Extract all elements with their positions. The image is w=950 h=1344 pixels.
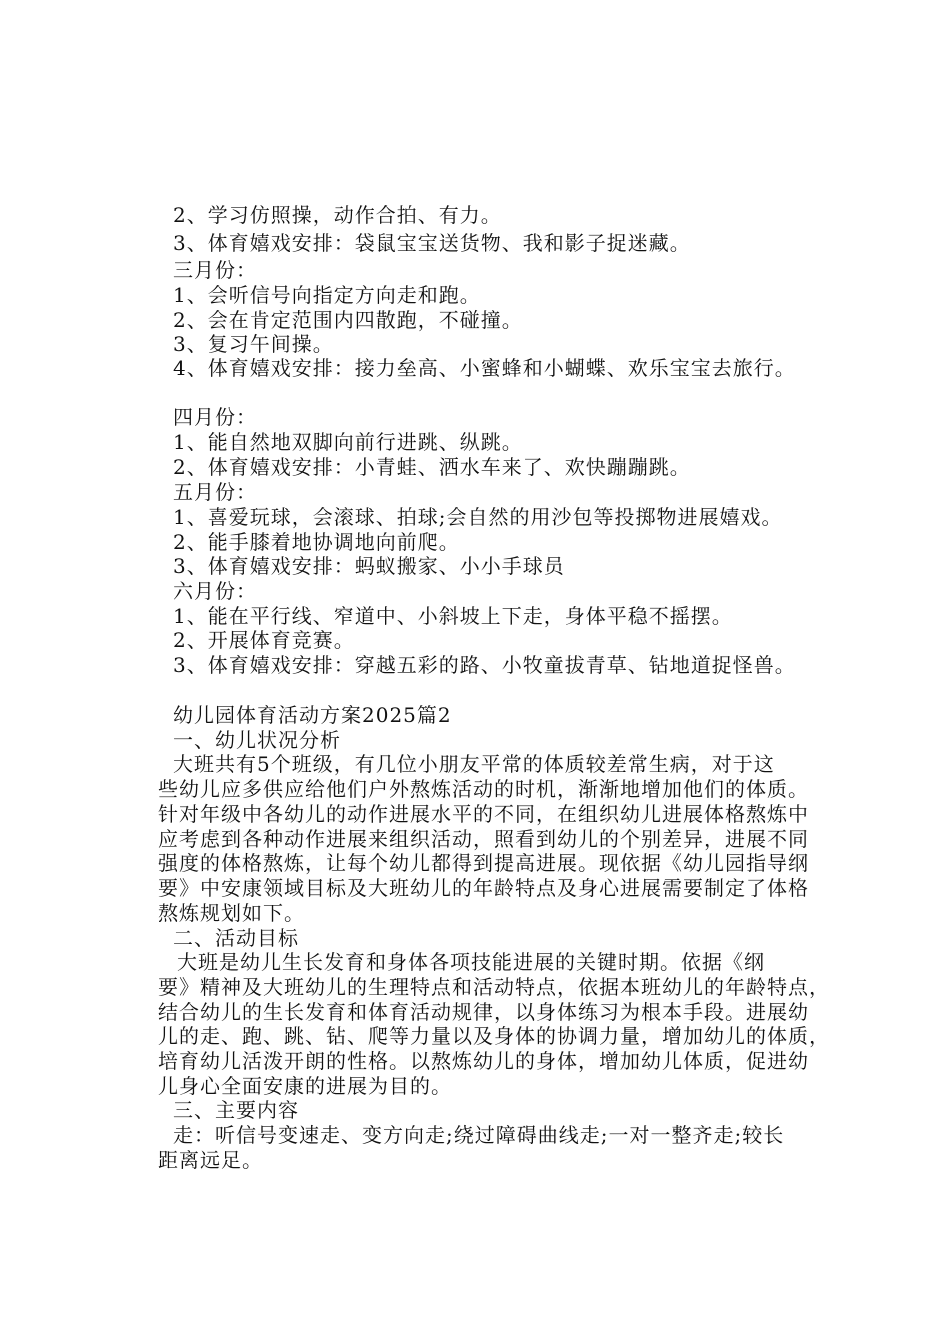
paragraph-line: 应考虑到各种动作进展来组织活动，照看到幼儿的个别差异，进展不同: [158, 827, 809, 851]
section-title: 幼儿园体育活动方案2025篇2: [173, 703, 452, 727]
subsection-heading: 一、幼儿状况分析: [173, 728, 341, 752]
list-item: 3、复习午间操。: [173, 332, 334, 356]
list-item: 2、体育嬉戏安排：小青蛙、洒水车来了、欢快蹦蹦跳。: [173, 455, 691, 479]
paragraph-line: 培育幼儿活泼开朗的性格。以熬炼幼儿的身体，增加幼儿体质，促进幼: [158, 1049, 809, 1073]
paragraph-line: 距离远足。: [158, 1148, 263, 1172]
subsection-heading: 三、主要内容: [173, 1098, 299, 1122]
paragraph-line: 儿身心全面安康的进展为目的。: [158, 1074, 452, 1098]
list-item: 2、能手膝着地协调地向前爬。: [173, 530, 460, 554]
list-item: 3、体育嬉戏安排：蚂蚁搬家、小小手球员: [173, 554, 565, 578]
paragraph-line: 熬炼规划如下。: [158, 901, 305, 925]
paragraph-line: 强度的体格熬炼，让每个幼儿都得到提高进展。现依据《幼儿园指导纲: [158, 851, 809, 875]
paragraph-line: 走：听信号变速走、变方向走;绕过障碍曲线走;一对一整齐走;较长: [173, 1123, 785, 1147]
month-heading-march: 三月份：: [173, 258, 257, 282]
list-item: 2、会在肯定范围内四散跑，不碰撞。: [173, 308, 523, 332]
list-item: 4、体育嬉戏安排：接力垒高、小蜜蜂和小蝴蝶、欢乐宝宝去旅行。: [173, 356, 796, 380]
list-item: 1、会听信号向指定方向走和跑。: [173, 283, 481, 307]
list-item: 2、开展体育竞赛。: [173, 628, 355, 652]
month-heading-april: 四月份：: [173, 405, 257, 429]
list-item: 3、体育嬉戏安排：穿越五彩的路、小牧童拔青草、钻地道捉怪兽。: [173, 653, 796, 677]
paragraph-line: 儿的走、跑、跳、钻、爬等力量以及身体的协调力量，增加幼儿的体质，: [158, 1024, 830, 1048]
list-item: 1、喜爱玩球，会滚球、拍球;会自然的用沙包等投掷物进展嬉戏。: [173, 505, 783, 529]
month-heading-may: 五月份：: [173, 480, 257, 504]
paragraph-line: 要》精神及大班幼儿的生理特点和活动特点，依据本班幼儿的年龄特点，: [158, 975, 830, 999]
list-item: 1、能自然地双脚向前行进跳、纵跳。: [173, 430, 523, 454]
paragraph-line: 些幼儿应多供应给他们户外熬炼活动的时机，渐渐地增加他们的体质。: [158, 777, 809, 801]
paragraph-line: 针对年级中各幼儿的动作进展水平的不同，在组织幼儿进展体格熬炼中: [158, 802, 809, 826]
list-item: 2、学习仿照操，动作合拍、有力。: [173, 203, 502, 227]
paragraph-line: 大班是幼儿生长发育和身体各项技能进展的关键时期。依据《纲: [177, 950, 765, 974]
month-heading-june: 六月份：: [173, 579, 257, 603]
list-item: 1、能在平行线、窄道中、小斜坡上下走，身体平稳不摇摆。: [173, 604, 733, 628]
list-item: 3、体育嬉戏安排：袋鼠宝宝送货物、我和影子捉迷藏。: [173, 231, 691, 255]
subsection-heading: 二、活动目标: [173, 926, 299, 950]
paragraph-line: 要》中安康领域目标及大班幼儿的年龄特点及身心进展需要制定了体格: [158, 876, 809, 900]
paragraph-line: 大班共有5个班级，有几位小朋友平常的体质较差常生病，对于这: [173, 752, 775, 776]
paragraph-line: 结合幼儿的生长发育和体育活动规律，以身体练习为根本手段。进展幼: [158, 1000, 809, 1024]
